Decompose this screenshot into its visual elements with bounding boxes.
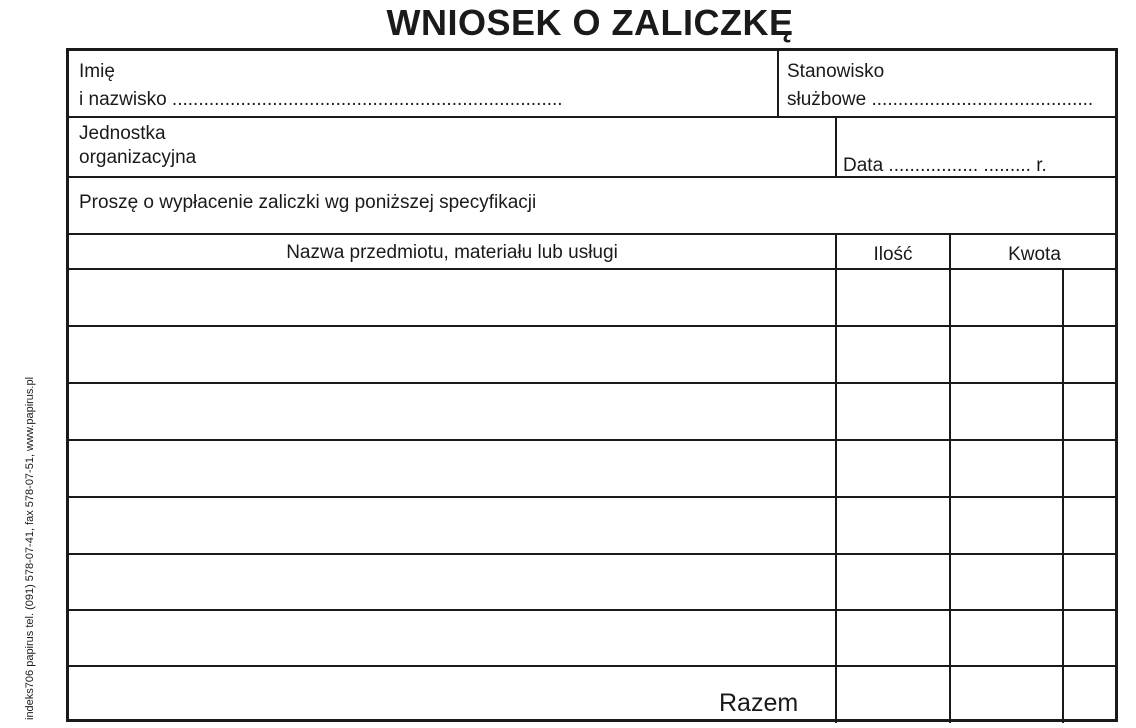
advance-request-form xyxy=(66,48,1118,722)
table-row xyxy=(69,553,1118,555)
request-text: Proszę o wypłacenie zaliczki wg poniższej specyfikacji xyxy=(79,192,537,213)
column-divider xyxy=(835,233,837,723)
publisher-imprint-text: indeks706 papirus tel. (091) 578-07-41, fax 578-07-51, www.papirus.pl xyxy=(24,376,36,720)
table-row xyxy=(69,439,1118,441)
date-label: Data ................. ......... r. xyxy=(843,155,1047,176)
divider xyxy=(69,268,1118,270)
divider xyxy=(835,116,837,176)
divider xyxy=(777,51,779,116)
table-row xyxy=(69,382,1118,384)
column-header-quantity: Ilość xyxy=(873,244,913,265)
name-label-line1: Imię xyxy=(79,61,115,82)
divider xyxy=(69,176,1118,178)
table-row xyxy=(69,496,1118,498)
divider xyxy=(69,116,1118,118)
position-label-line1: Stanowisko xyxy=(787,61,885,82)
table-row xyxy=(69,325,1118,327)
column-header-item: Nazwa przedmiotu, materiału lub usługi xyxy=(286,242,618,263)
name-label-line2: i nazwisko .......................................................................... xyxy=(79,89,563,110)
publisher-imprint xyxy=(8,250,48,720)
table-row xyxy=(69,665,1118,667)
total-label: Razem xyxy=(719,689,799,717)
divider xyxy=(69,233,1118,235)
column-header-amount: Kwota xyxy=(1008,244,1061,265)
position-label-line2: służbowe .......................................... xyxy=(787,89,1094,110)
column-divider xyxy=(949,233,951,723)
unit-label-line1: Jednostka xyxy=(79,123,166,144)
form-title: WNIOSEK O ZALICZKĘ xyxy=(386,2,794,43)
unit-label-line2: organizacyjna xyxy=(79,147,197,168)
table-row xyxy=(69,609,1118,611)
